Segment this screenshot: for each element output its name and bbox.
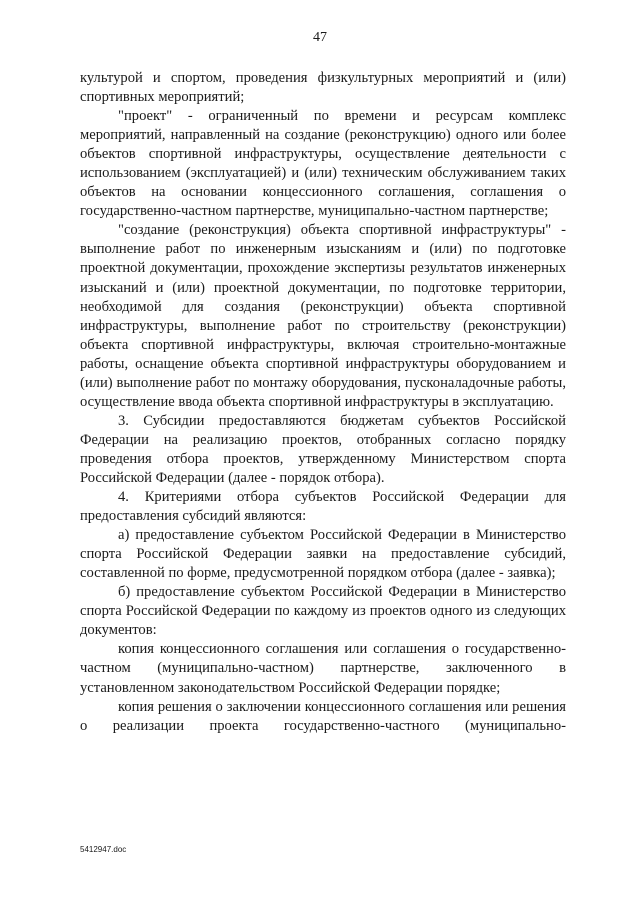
paragraph: копия концессионного соглашения или соглашения о государственно-частном (муниципально-частном) партнерстве, заключенного в установленном законодательством Российской Федерации порядке; (80, 641, 566, 696)
paragraph: культурой и спортом, проведения физкультурных мероприятий и (или) спортивных мероприятий; (80, 70, 566, 106)
page-number: 47 (313, 30, 327, 45)
paragraph: б) предоставление субъектом Российской Федерации в Министерство спорта Российской Федерации по каждому из проектов одного из следующих документов: (80, 584, 566, 639)
footer-document-code: 5412947.doc (80, 845, 127, 854)
paragraph: 3. Субсидии предоставляются бюджетам субъектов Российской Федерации на реализацию проектов, отобранных согласно порядку проведения отбора проектов, утвержденному Министерством спорта Российской Федерации (далее - порядок отбора). (80, 412, 566, 486)
paragraph: 4. Критериями отбора субъектов Российской Федерации для предоставления субсидий являются: (80, 489, 566, 525)
paragraph: "создание (реконструкция) объекта спортивной инфраструктуры" - выполнение работ по инженерным изысканиям и (или) по подготовке проектной документации, прохождение экспертизы результатов инженерных изысканий и (или) проектной документации, по подготовке территории, необходимой для создания (реконструкции) объекта спортивной инфраструктуры, выполнение работ по строительству (реконструкции) объекта спортивной инфраструктуры, включая строительно-монтажные работы, оснащение объекта спортивной инфраструктуры оборудованием и (или) выполнение работ по монтажу оборудования, пусконаладочные работы, осуществление ввода объекта спортивной инфраструктуры в эксплуатацию. (80, 222, 566, 410)
paragraph: "проект" - ограниченный по времени и ресурсам комплекс мероприятий, направленный на создание (реконструкцию) одного или более объектов спортивной инфраструктуры, осуществление деятельности с использованием (эксплуатацией) и (или) техническим обслуживанием таких объектов на основании концессионного соглашения, соглашения о государственно-частном партнерстве, муниципально-частном партнерстве; (80, 108, 566, 220)
document-body (80, 69, 566, 736)
paragraph: а) предоставление субъектом Российской Федерации в Министерство спорта Российской Федерации заявки на предоставление субсидий, составленной по форме, предусмотренной порядком отбора (далее - заявка); (80, 527, 566, 582)
paragraph: копия решения о заключении концессионного соглашения или решения о реализации проекта государственно-частного (муниципально- (80, 698, 566, 734)
